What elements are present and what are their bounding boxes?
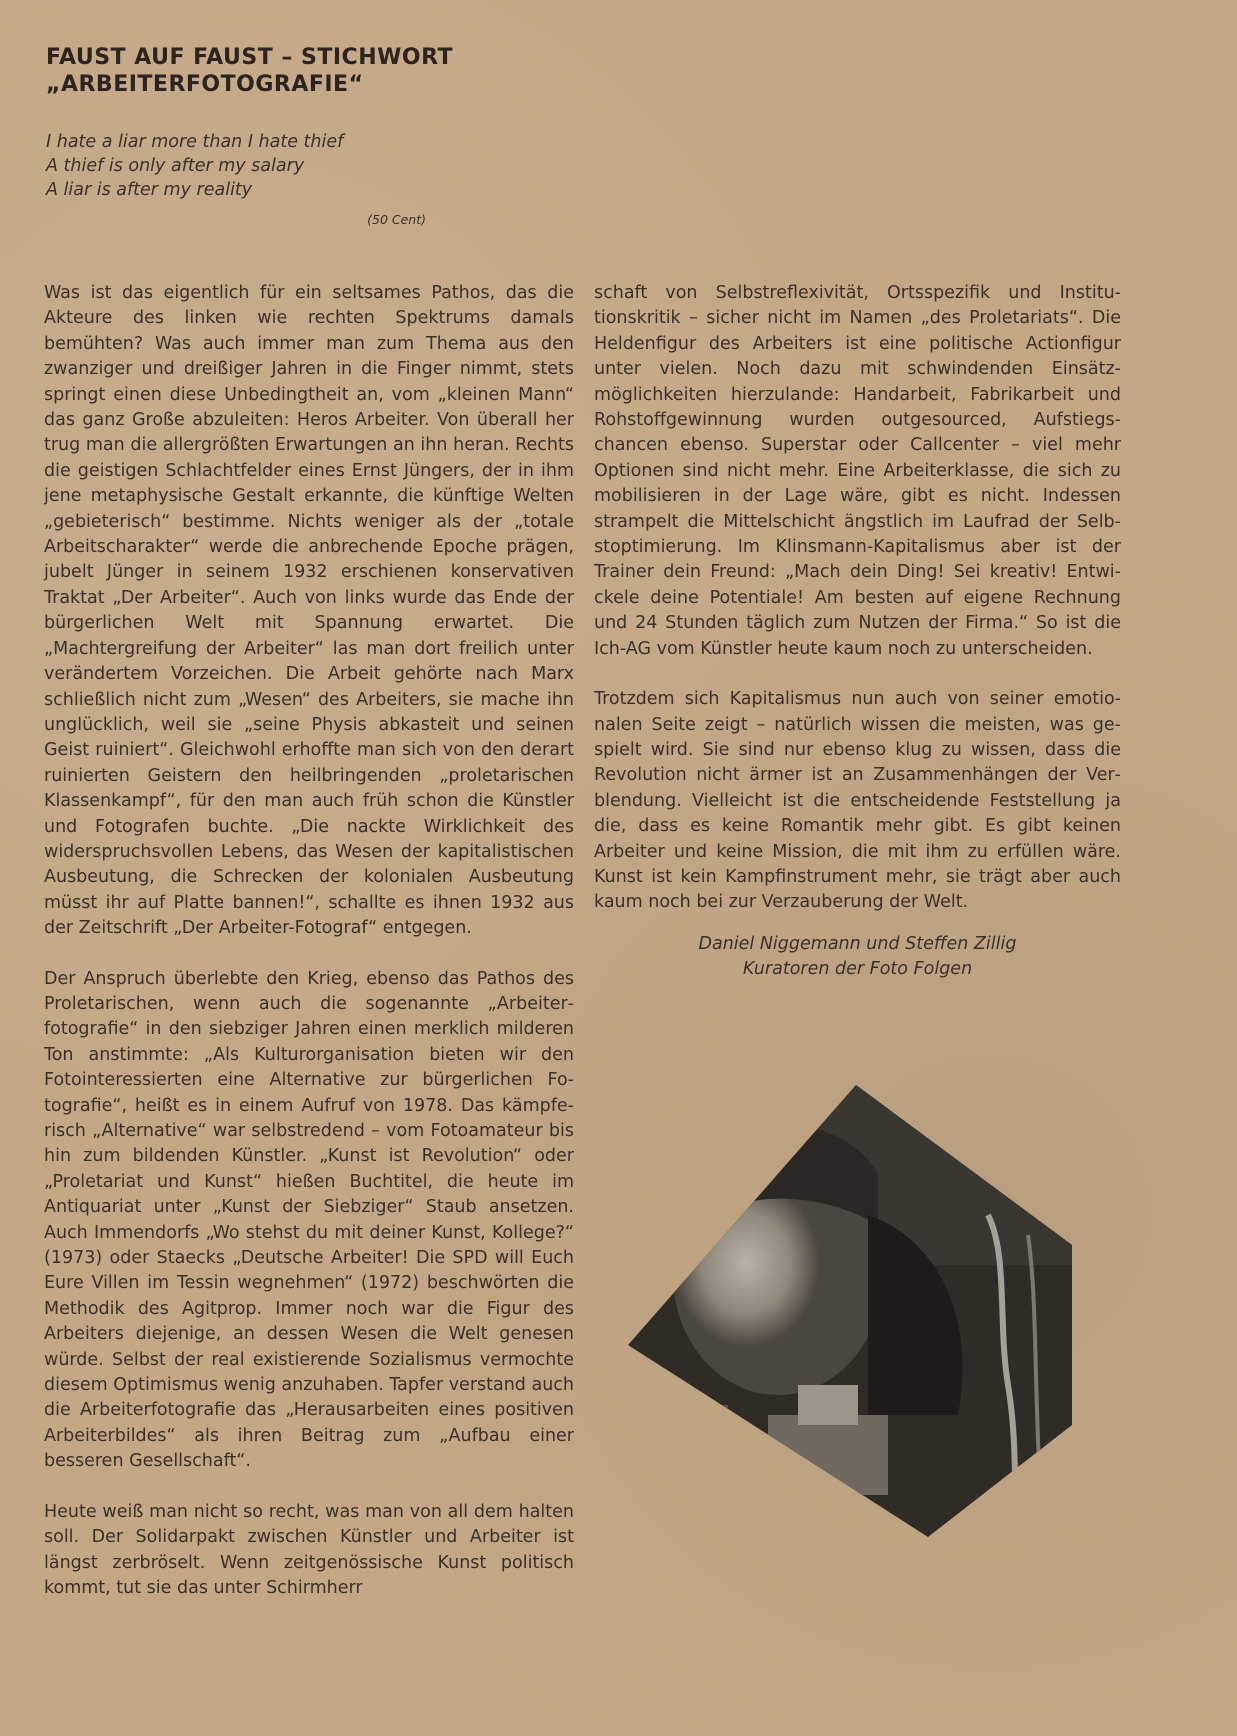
epigraph-line: A thief is only after my salary — [46, 156, 305, 176]
title-line-2: „ARBEITERFOTOGRAFIE“ — [46, 72, 364, 97]
paragraph: Was ist das eigentlich für ein seltsames Pathos, das die Akteure des linken wie rechten Spektrums damals bemühten? Was auch immer man zum Thema aus den zwanziger und dreißiger Jahren in die Finger nimmt, stets springt einen diese Unbedingtheit an, vom „kleinen Mann“ das ganz Große abzuleiten: Heros Arbeiter. Von überall her trug man die allergrößten Erwartungen an ihn heran. Rechts die geistigen Schlachtfelder eines Ernst Jüngers, der in ihm jene metaphysische Gestalt erkannte, die künftige Welten „gebieterisch“ bestimme. Nichts weniger als der „totale Arbeitscharakter“ werde die anbrechende Epoche prägen, jubelt Jünger in seinem 1932 erschienen konservativen Traktat „Der Arbeiter“. Auch von links wurde das Ende der bürgerlichen Welt mit Spannung erwartet. Die „Machtergreifung der Arbeiter“ las man dort freilich unter verändertem Vorzeichen. Die Arbeit gehörte nach Marx schließlich nicht zum „Wesen“ des Arbeiters, sie mache ihn unglücklich, weil sie „seine Physis abkasteit und seinen Geist ruiniert“. Gleichwohl erhoffte man sich von den derart ruinierten Geistern den heilbringenden „proletarischen Klassenkampf“, für den man auch früh schon die Künstler und Fotografen buchte. „Die nackte Wirklichkeit des widerspruchsvollen Lebens, das Wesen der kapitalistischen Ausbeutung, die Schrecken der kolonialen Ausbeutung müsst ihr auf Platte bannen!“, schallte es ihnen 1932 aus der Zeitschrift „Der Arbeiter-Fotograf“ entgegen. — [44, 283, 574, 939]
epigraph-line: I hate a liar more than I hate thief — [46, 132, 344, 152]
epigraph-line: A liar is after my reality — [46, 180, 253, 200]
title-line-1: FAUST AUF FAUST – STICHWORT — [46, 45, 454, 70]
epigraph-source: (50 Cent) — [367, 212, 426, 227]
left-column — [44, 281, 574, 1626]
worker-photo — [628, 1085, 1072, 1537]
right-column — [594, 281, 1121, 941]
epigraph — [46, 130, 426, 232]
signature-role: Kuratoren der Foto Folgen — [742, 959, 973, 979]
paragraph: Trotzdem sich Kapitalismus nun auch von seiner emotionalen Seite zeigt – natürlich wissen die meisten, was gespielt wird. Sie sind nur ebenso klug zu wissen, dass die Revolution nicht ärmer ist an Zusammenhängen der Verblendung. Vielleicht ist die entscheidende Feststellung ja die, dass es keine Romantik mehr gibt. Es gibt keinen Arbeiter und keine Mission, die mit ihm zu erfüllen wäre. Kunst ist kein Kampfinstrument mehr, sie trägt aber auch kaum noch bei zur Verzauberung der Welt. — [594, 689, 1121, 913]
paragraph: Der Anspruch überlebte den Krieg, ebenso das Pathos des Proletarischen, wenn auch die sogenannte „Arbeiterfotografie“ in den siebziger Jahren einen merklich milderen Ton anstimmte: „Als Kulturorganisation bieten wir den Fotointeressierten eine Alternative zur bürgerlichen Fotografie“, heißt es in einem Aufruf von 1978. Das kämpferisch „Alternative“ war selbstredend – vom Fotoamateur bis hin zum bildenden Künstler. „Kunst ist Revolution“ oder „Proletariat und Kunst“ hießen Buchtitel, die heute im Antiquariat unter „Kunst der Siebziger“ Staub ansetzen. Auch Immendorfs „Wo stehst du mit deiner Kunst, Kollege?“ (1973) oder Staecks „Deutsche Arbeiter! Die SPD will Euch Eure Villen im Tessin wegnehmen“ (1972) beschwörten die Methodik des Agitprop. Immer noch war die Figur des Arbeiters diejenige, an dessen Wesen die Welt genesen würde. Selbst der real existierende Sozialismus vermochte diesem Optimismus wenig anzuhaben. Tapfer verstand auch die Arbeiterfotografie das „Herausarbeiten eines positiven Arbeiterbildes“ als ihren Beitrag zum „Aufbau einer besseren Gesellschaft“. — [44, 968, 575, 1472]
signature — [594, 932, 1121, 982]
paragraph: Heute weiß man nicht so recht, was man von all dem halten soll. Der Solidarpakt zwischen Künstler und Arbeiter ist längst zerbröselt. Wenn zeitgenössische Kunst politisch kommt, tut sie das unter Schirmherr — [44, 1501, 574, 1598]
article-title — [46, 44, 606, 98]
signature-names: Daniel Niggemann und Steffen Zillig — [698, 934, 1017, 954]
paragraph: schaft von Selbstreflexivität, Ortsspezifik und Institutionskritik – sicher nicht im Namen „des Proletariats“. Die Heldenfigur des Arbeiters ist eine politische Actionfigur unter vielen. Noch dazu mit schwindenden Einsätzmöglichkeiten hierzulande: Handarbeit, Fabrikarbeit und Rohstoffgewinnung wurden outgesourced, Aufstiegschancen ebenso. Superstar oder Callcenter – viel mehr Optionen sind nicht mehr. Eine Arbeiterklasse, die sich zu mobilisieren in der Lage wäre, gibt es nicht. Indessen strampelt die Mittelschicht ängstlich im Laufrad der Selbstoptimierung. Im Klinsmann-Kapitalismus aber ist der Trainer dein Freund: „Mach dein Ding! Sei kreativ! Entwickele deine Potentiale! Am besten auf eigene Rechnung und 24 Stunden täglich zum Nutzen der Firma.“ So ist die Ich-AG vom Künstler heute kaum noch zu unterscheiden. — [594, 283, 1121, 659]
